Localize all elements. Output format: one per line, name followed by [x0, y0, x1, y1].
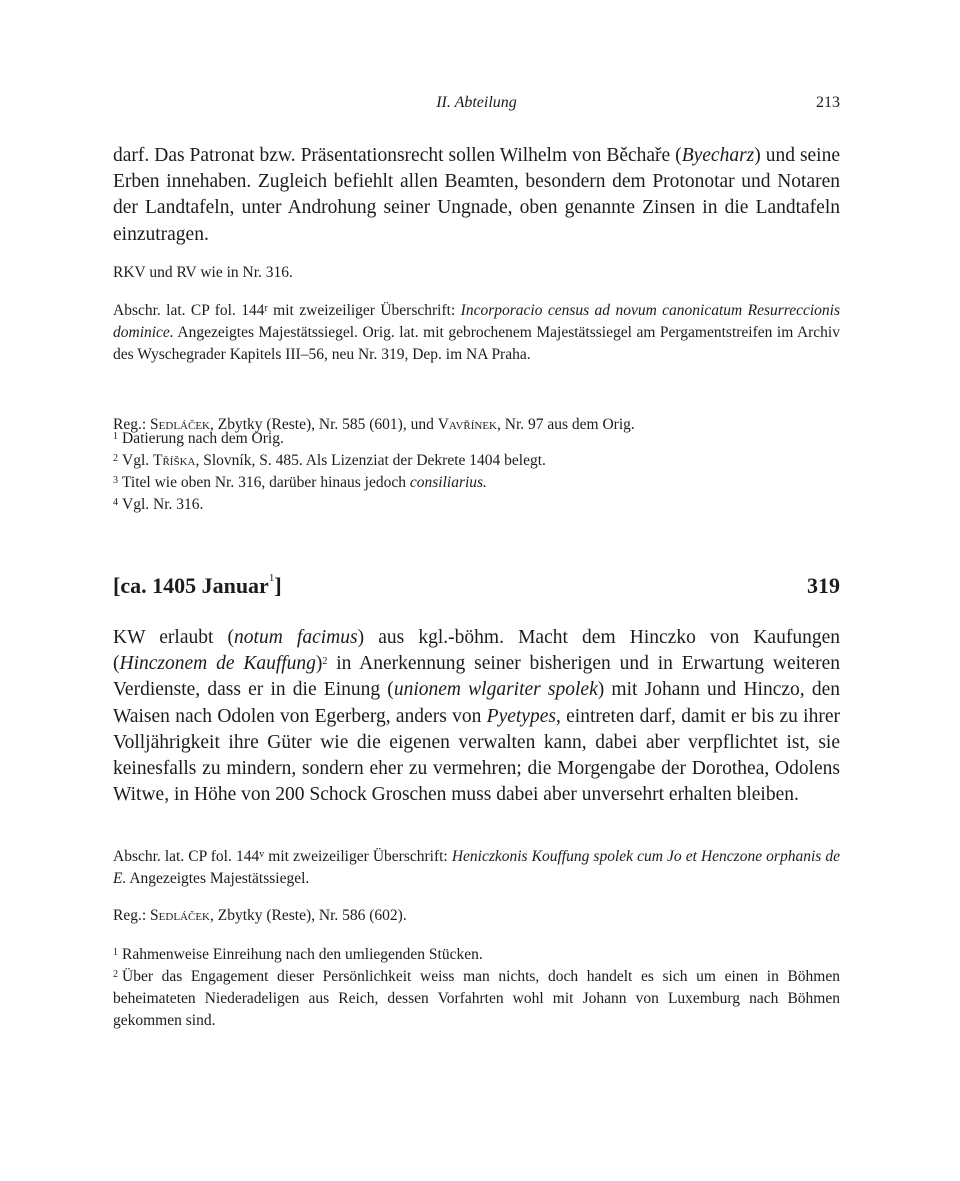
italic-run: notum facimus	[234, 627, 358, 648]
footnote	[113, 428, 840, 450]
footnote-number: 1	[113, 431, 118, 442]
copy-note	[113, 846, 840, 890]
paragraph	[113, 625, 840, 808]
footnotes-entry	[113, 944, 840, 1032]
footnote-text: Über das Engagement dieser Persönlichkeit weiss man nichts, doch handelt es sich um einen in Böhmen beheimateten Niederadeligen aus Reich, dessen Vorfahrten wohl mit Johann von Luxemburg nach Böhmen gekommen sind.	[113, 968, 840, 1029]
smallcaps-run: Sedláček	[150, 416, 210, 433]
text-run: Abschr. lat. CP fol. 144	[113, 848, 260, 865]
smallcaps-run: Sedláček	[150, 907, 210, 924]
italic-run: Byecharz	[681, 145, 755, 166]
page-header	[113, 94, 840, 118]
italic-run: Incorporacio census ad novum canonicatum Resurreccionis dominice.	[113, 302, 841, 341]
footnote-text: , Slovník, S. 485. Als Lizenziat der Dekrete 1404 belegt.	[195, 452, 546, 469]
text-run: , Nr. 97 aus dem Orig.	[497, 416, 635, 433]
entry-number: 319	[807, 573, 840, 598]
footnote	[113, 944, 840, 966]
text-run: ) und seine Erben innehaben. Zugleich befiehlt allen Beamten, besondern dem Protonotar und Notaren der Landtafeln, unter Androhung seiner Ungnade, oben genannte Zinsen in die Landtafeln einzutragen.	[113, 145, 841, 245]
copy-note-text	[113, 300, 840, 366]
smallcaps-run: Vavřínek	[437, 416, 497, 433]
rkv-text: RKV und RV wie in Nr. 316.	[113, 264, 293, 281]
smallcaps-run: Tříška	[153, 452, 196, 469]
italic-run: Pyetypes	[486, 705, 556, 727]
running-head: II. Abteilung	[436, 94, 517, 111]
italic-run: consiliarius.	[409, 474, 487, 491]
footnote-number: 3	[113, 475, 118, 486]
entry-heading	[113, 573, 840, 607]
entry-date	[113, 573, 282, 599]
italic-run: unionem wlgariter spolek	[393, 679, 598, 701]
text-run: ) aus kgl.-böhm. Macht dem Hinczko von Kaufungen (	[113, 627, 840, 675]
text-run: mit zweizeiliger Überschrift:	[264, 848, 452, 865]
footnote-text: Titel wie oben Nr. 316, darüber hinaus jedoch	[122, 474, 410, 491]
italic-run: Heniczkonis Kouffung spolek cum Jo et Henczone orphanis de E.	[113, 848, 840, 887]
footnote	[113, 494, 840, 516]
text-run: Angezeigtes Majestätssiegel. Orig. lat. mit gebrochenem Majestätssiegel am Pergamentstreifen im Archiv des Wyschegrader Kapitels III–56, neu Nr. 319, Dep. im NA Praha.	[113, 324, 840, 363]
text-run: KW erlaubt (	[113, 627, 235, 648]
footnote-ref: 2	[322, 656, 328, 668]
footnote-text: Vgl. Nr. 316.	[122, 496, 204, 513]
text-run: darf. Das Patronat bzw. Präsentationsrecht sollen Wilhelm von Běchaře (	[113, 145, 682, 166]
footnote-ref: 1	[268, 572, 275, 584]
text-run: Reg.:	[113, 907, 151, 924]
footnote	[113, 472, 840, 494]
footnote-text: Vgl.	[122, 452, 153, 469]
text-run: , Zbytky (Reste), Nr. 585 (601), und	[209, 416, 438, 433]
footnote	[113, 450, 840, 472]
footnote-number: 2	[113, 969, 118, 980]
text-run: in Anerkennung seiner bisherigen und in Erwartung weiteren Verdienste, dass er in die Einung (	[113, 653, 840, 701]
date-text: ]	[274, 573, 282, 598]
text-run: , eintreten darf, damit er bis zu ihrer Volljährigkeit ihre Güter wie die eigenen verwalten kann, dabei aber verpflichtet ist, sie keinesfalls zu mindern, sondern eher zu vermehren; die Morgengabe der Dorothea, Odolens Witwe, in Höhe von 200 Schock Groschen muss dabei aber unversehrt erhalten bleiben.	[113, 705, 840, 806]
footnote	[113, 966, 840, 1032]
footnote-text: Rahmenweise Einreihung nach den umliegenden Stücken.	[122, 946, 483, 963]
footnote-number: 4	[113, 497, 118, 508]
superscript: r	[264, 303, 268, 314]
regest-note	[113, 905, 840, 927]
page-number: 213	[816, 94, 840, 111]
text-run: Reg.:	[113, 416, 151, 433]
text-run: ) mit Johann und Hinczo, den Waisen nach Odolen von Egerberg, anders von	[113, 679, 840, 727]
superscript: v	[259, 849, 265, 860]
footnote-number: 1	[113, 947, 118, 958]
text-run: , Zbytky (Reste), Nr. 586 (602).	[209, 907, 407, 924]
regest-text	[113, 905, 840, 927]
footnote-number: 2	[113, 453, 118, 464]
italic-run: Hinczonem de Kauffung	[119, 653, 316, 675]
rkv-note	[113, 262, 840, 284]
text-run: mit zweizeiliger Überschrift:	[267, 302, 461, 319]
footnote-text: Datierung nach dem Orig.	[122, 430, 284, 447]
text-run: )	[315, 653, 323, 675]
text-run: Abschr. lat. CP fol. 144	[113, 302, 265, 319]
footnotes-previous	[113, 428, 840, 516]
text-run: Angezeigtes Majestätssiegel.	[126, 870, 310, 887]
previous-entry-text	[113, 143, 840, 248]
copy-note	[113, 300, 840, 366]
paragraph	[113, 143, 840, 248]
entry-text	[113, 625, 840, 808]
date-text: [ca. 1405 Januar	[113, 573, 269, 598]
copy-note-text	[113, 846, 840, 890]
